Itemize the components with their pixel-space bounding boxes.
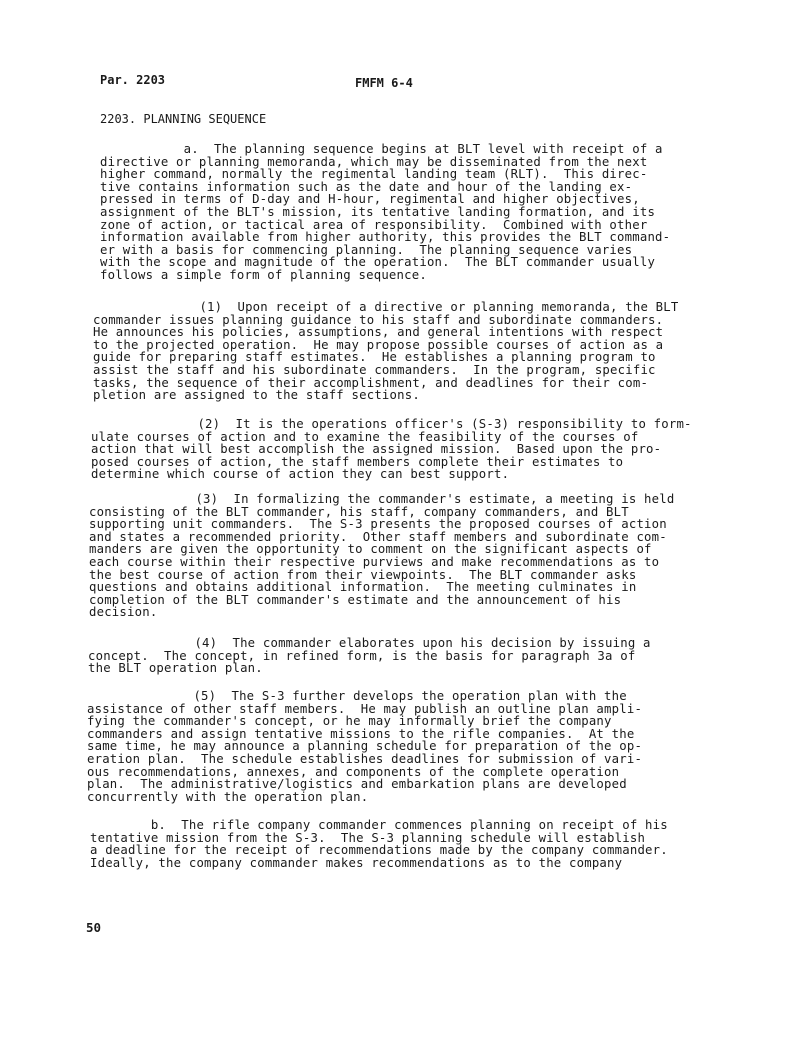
text-line: questions and obtains additional information. The meeting culminates in	[89, 580, 637, 595]
text-line: tive contains information such as the date and hour of the landing ex-	[100, 179, 633, 194]
text-line: follows a simple form of planning sequence.	[100, 267, 427, 282]
text-line: posed courses of action, the staff members complete their estimates to	[91, 454, 624, 469]
page-number: 50	[86, 920, 102, 935]
text-line: a. The planning sequence begins at BLT level with receipt of a	[100, 142, 663, 156]
text-line: b. The rifle company commander commences planning on receipt of his	[90, 818, 668, 832]
text-line: with the scope and magnitude of the operation. The BLT commander usually	[100, 255, 656, 270]
paragraph-b	[90, 819, 668, 869]
text-line: directive or planning memoranda, which may be disseminated from the next	[100, 154, 648, 169]
document-id: FMFM 6-4	[355, 76, 413, 90]
text-line: (2) It is the operations officer's (S-3) responsibility to form-	[91, 417, 692, 431]
paragraph-2	[91, 418, 692, 481]
text-line: tentative mission from the S-3. The S-3 planning schedule will establish	[90, 830, 646, 845]
text-line: fying the commander's concept, or he may informally brief the company	[87, 714, 612, 729]
text-line: zone of action, or tactical area of responsibility. Combined with other	[100, 217, 648, 232]
text-line: ous recommendations, annexes, and components of the complete operation	[87, 764, 620, 779]
text-line: decision.	[89, 605, 158, 620]
text-line: completion of the BLT commander's estimate and the announcement of his	[89, 592, 622, 607]
text-line: eration plan. The schedule establishes deadlines for submission of vari-	[87, 751, 643, 766]
text-line: Ideally, the company commander makes recommendations as to the company	[90, 855, 623, 870]
section-title: 2203. PLANNING SEQUENCE	[100, 112, 267, 126]
text-line: (4) The commander elaborates upon his decision by issuing a	[88, 636, 651, 650]
text-line: assist the staff and his subordinate commanders. In the program, specific	[93, 362, 656, 377]
text-line: higher command, normally the regimental landing team (RLT). This direc-	[100, 167, 648, 182]
text-line: er with a basis for commencing planning. The planning sequence varies	[100, 242, 633, 257]
text-line: (1) Upon receipt of a directive or planning memoranda, the BLT	[93, 300, 679, 314]
text-line: commanders and assign tentative missions to the rifle companies. At the	[87, 726, 635, 741]
text-line: the BLT operation plan.	[88, 661, 263, 676]
text-line: determine which course of action they can best support.	[91, 467, 510, 482]
text-line: pressed in terms of D-day and H-hour, regimental and higher objectives,	[100, 192, 640, 207]
text-line: concurrently with the operation plan.	[87, 789, 369, 804]
paragraph-reference: Par. 2203	[100, 73, 166, 87]
text-line: ulate courses of action and to examine the feasibility of the courses of	[91, 429, 639, 444]
text-line: concept. The concept, in refined form, is the basis for paragraph 3a of	[88, 648, 636, 663]
text-line: supporting unit commanders. The S-3 presents the proposed courses of action	[89, 517, 667, 532]
paragraph-3	[89, 493, 674, 619]
text-line: to the projected operation. He may propose possible courses of action as a	[93, 337, 664, 352]
text-line: guide for preparing staff estimates. He establishes a planning program to	[93, 350, 656, 365]
text-line: commander issues planning guidance to his staff and subordinate commanders.	[93, 312, 664, 327]
text-line: each course within their respective purviews and make recommendations as to	[89, 554, 660, 569]
text-line: plan. The administrative/logistics and embarkation plans are developed	[87, 777, 627, 792]
text-line: the best course of action from their viewpoints. The BLT commander asks	[89, 567, 637, 582]
paragraph-1	[93, 301, 678, 402]
text-line: action that will best accomplish the assigned mission. Based upon the pro-	[91, 442, 662, 457]
text-line: manders are given the opportunity to comment on the significant aspects of	[89, 542, 652, 557]
text-line: same time, he may announce a planning schedule for preparation of the op-	[87, 739, 643, 754]
text-line: information available from higher authority, this provides the BLT command-	[100, 230, 671, 245]
text-line: tasks, the sequence of their accomplishment, and deadlines for their com-	[93, 375, 649, 390]
paragraph-a	[100, 143, 670, 282]
text-line: a deadline for the receipt of recommendations made by the company commander.	[90, 843, 668, 858]
text-line: and states a recommended priority. Other staff members and subordinate com-	[89, 529, 667, 544]
text-line: (3) In formalizing the commander's estimate, a meeting is held	[89, 492, 675, 506]
text-line: He announces his policies, assumptions, and general intentions with respect	[93, 325, 664, 340]
text-line: (5) The S-3 further develops the operation plan with the	[87, 689, 627, 703]
text-line: consisting of the BLT commander, his staff, company commanders, and BLT	[89, 504, 629, 519]
text-line: assignment of the BLT's mission, its tentative landing formation, and its	[100, 204, 656, 219]
paragraph-4	[88, 637, 651, 675]
paragraph-5	[87, 690, 642, 803]
text-line: pletion are assigned to the staff sections.	[93, 388, 420, 403]
text-line: assistance of other staff members. He may publish an outline plan ampli-	[87, 701, 643, 716]
